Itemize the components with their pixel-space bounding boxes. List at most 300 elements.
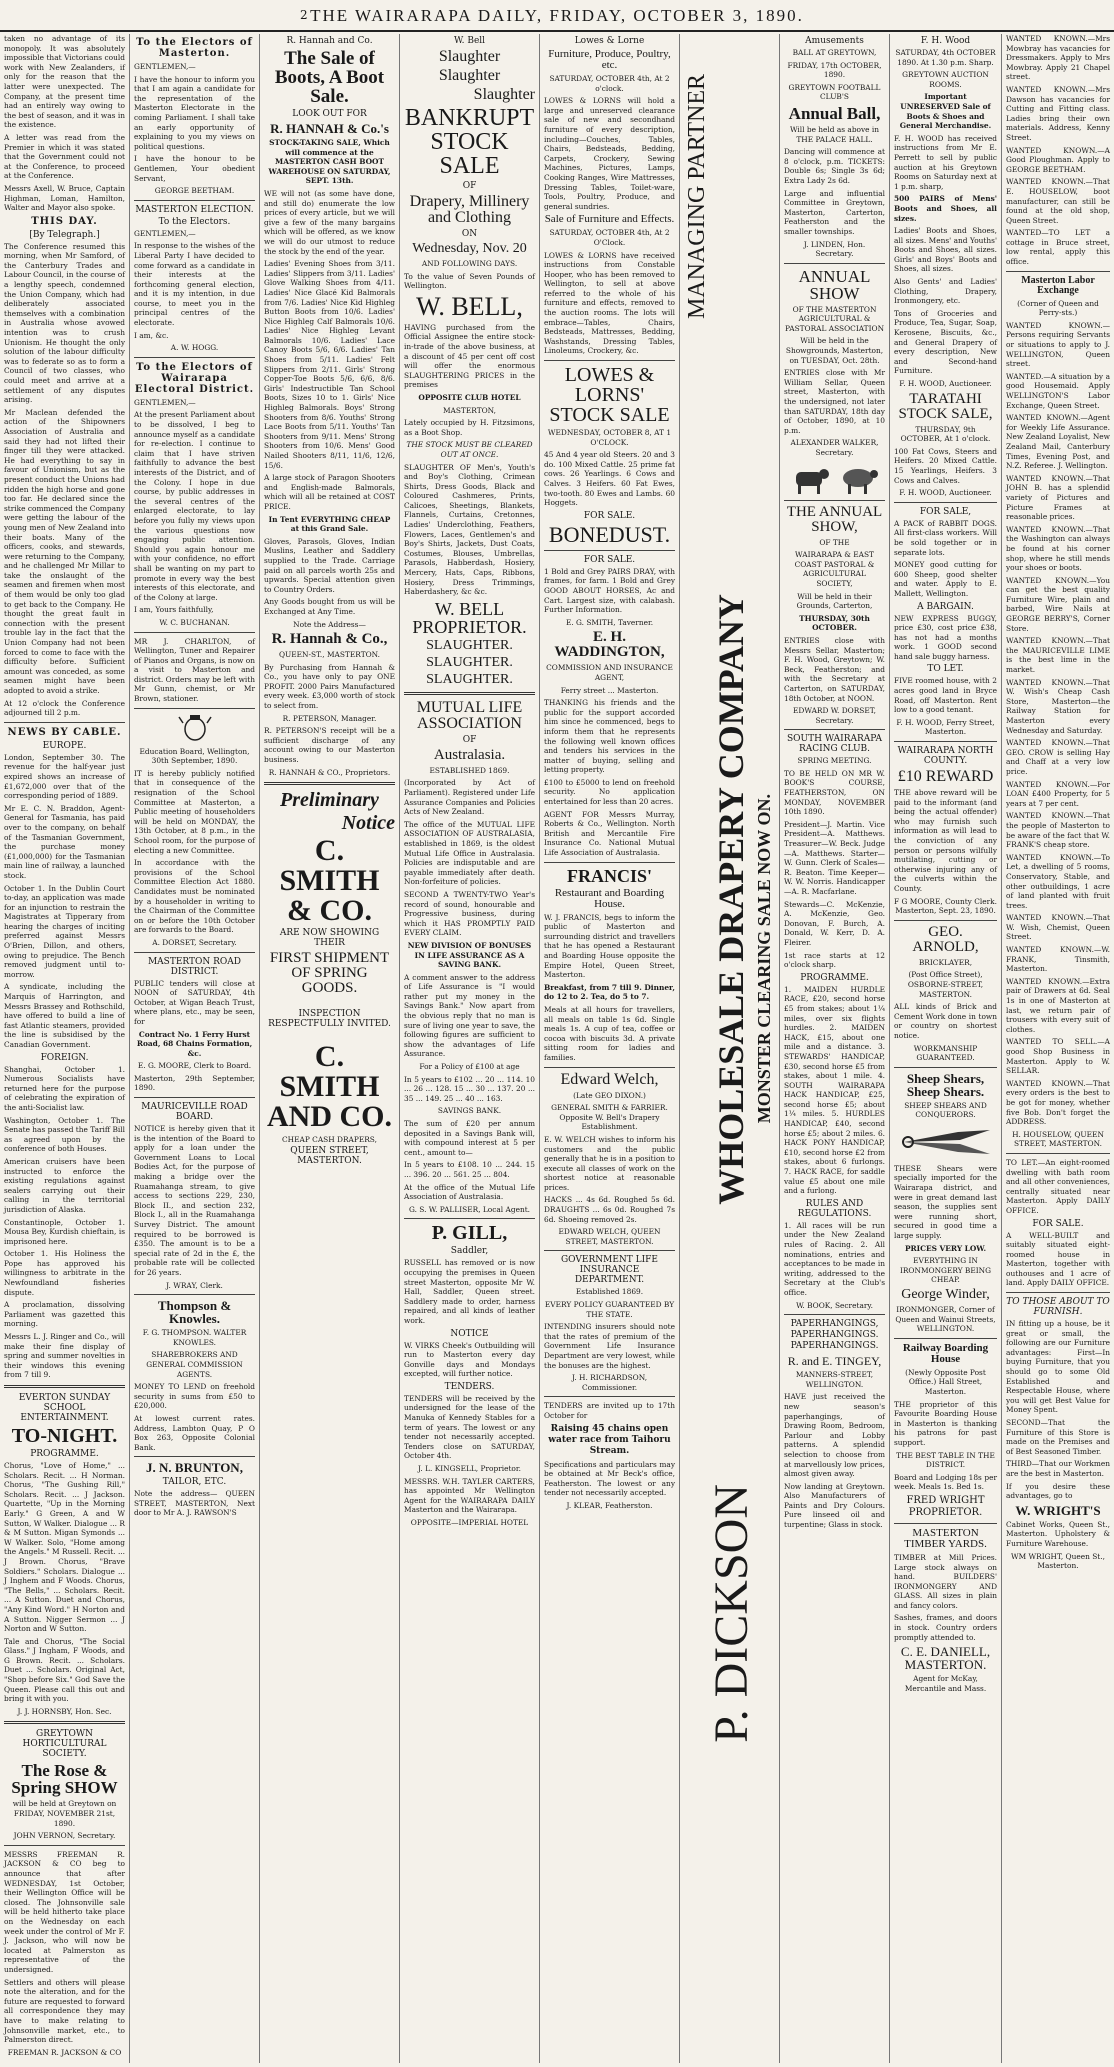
ad-text: ARE NOW SHOWING THEIR: [279, 928, 383, 948]
ad-subheading: RULES AND REGULATIONS.: [797, 1198, 872, 1219]
ad-heading: GREYTOWN HORTICULTURAL SOCIETY.: [22, 1729, 107, 1760]
ad-title: C. SMITH & CO.: [279, 834, 380, 928]
ad-text: The office of the MUTUAL LIFE ASSOCIATION OF AUSTRALASIA, established in 1869, is the oldest Mutual Life Office in Australasia. Policies are indisputable and are payable immediately after death. Non-forfeiture of policies.: [404, 819, 538, 887]
ad-text: Settlers and others will please note the alteration, and for the future are requested to forward all correspondence they may have to make relating to Johnsonville market, etc., to Palmerston direct.: [4, 1977, 128, 2045]
ad-heading: GOVERNMENT LIFE INSURANCE DEPARTMENT.: [560, 1255, 658, 1286]
ad-title: SLAUGHTER.: [426, 637, 513, 653]
salutation: GENTLEMEN,—: [134, 228, 196, 238]
signature: J. L. KINGSELL, Proprietor.: [418, 1464, 521, 1474]
ad-text: THE proprietor of this Favourite Boarding House in Masterton is thanking his patrons for past support.: [894, 1399, 1000, 1447]
article-paragraph: Constantinople, October 1. Mousa Bey, Kurdish chieftain, is imprisoned here.: [4, 1217, 128, 1246]
ad-text: Lately occupied by H. Fitzsimons, as a Boot Shop.: [404, 418, 538, 437]
ad-title: R. and E. TINGEY,: [787, 1354, 882, 1369]
price-list: Ladies' Evening Shoes from 3/11. Ladies' Slippers from 3/11. Ladies' Glove Walking Shoes from 4/11. Ladies' Nice Glacé Kid Balmorals from 7/6. Ladies' Nice Kid Highleg Button Boots from 10/6. Ladies' Nice Highleg Calf Balmorals 10/6. Ladies' Nice Highleg Levant Balmorals 10/6. Ladies' Lace Canoy Boots 5/6, 6/6. Ladies' Tan Shoes from 5/11. Ladies' Felt Slippers from 2/11. Girls' Strong Copper-Toe Boots 5/6, 6/6, 8/6. Girls' Indestructible Tan School Boots, Sizes 10 to 1. Girls' Nice Highleg Balmorals. Boys' Strong Shooters from 8/6. Youths' Strong Lace Boots from 5/11. Youths' Tan Shooters from 9/11. Mens' Strong Shooters from 10/6. Mens' Good Nailed Shooters 8/11, 11/6, 12/6, 15/6.: [264, 259, 398, 470]
signature: G. S. W. PALLISER, Local Agent.: [408, 1204, 531, 1214]
ad-title: C. E. DANIELL, MASTERTON.: [900, 1644, 991, 1673]
classified-ad: WANTED KNOWN.—Extra pair of Drawers at 6d. Seal 1s in one of Masterton at last, we return pair of trousers with every suit of clothes.: [1006, 976, 1113, 1034]
ad-heading: NOTICE: [450, 1328, 489, 1339]
ad-heading: TENDERS.: [444, 1381, 495, 1392]
ad-subheading: OF: [462, 181, 477, 191]
masthead: [0, 4, 1114, 32]
column-header: F. H. Wood: [920, 36, 971, 46]
column-header: Lowes & Lorne: [574, 36, 645, 46]
ad-title: FRANCIS': [566, 865, 652, 886]
ad-text: At the present Parliament about to be dissolved, I beg to announce myself as a candidate for re-election. I continue to claim that I have striven faithfully to advance the best interests of the District, and of the Colony. I hope in due course, by public addresses in the several centres of the enlarged electorate, to lay before you fully my views upon the various questions now engaging public attention. Should you again honour me with your confidence, no effort shall be wanting on my part to promote in every way the best interests of this electorate, and of the Colony at large.: [134, 410, 258, 602]
ad-text: THE STOCK MUST BE CLEARED OUT AT ONCE.: [406, 440, 535, 459]
signature: GEORGE BEETHAM.: [154, 186, 235, 196]
ad-heading: MAURICEVILLE ROAD BOARD.: [141, 1102, 248, 1123]
ad-heading: FOR SALE,: [919, 506, 972, 517]
ad-title: J. N. BRUNTON,: [146, 1460, 243, 1476]
ad-text: OPPOSITE—IMPERIAL HOTEL: [410, 1518, 529, 1527]
classified-ad: A WELL-BUILT and suitably situated eight-roomed house in Masterton, together with outhouses and 1 acre of land. Apply DAILY OFFICE.: [1006, 1230, 1113, 1288]
classified-ad: WANTED KNOWN.—Agent for Weekly Life Assurance. New Zealand Loyalist, New Zealand Mail, Canterbury Times, Evening Post, and N.Z. Referee. J. Wellington.: [1006, 413, 1113, 471]
ad-text: (Post Office Street), OSBORNE-STREET, MASTERTON.: [907, 970, 986, 999]
banner-line: MANAGING PARTNER: [684, 74, 710, 320]
ad-title: Thompson & Knowles.: [157, 1298, 232, 1327]
ad-text: A large stock of Paragon Shooters and English-made Balmorals, which will all be retained at COST PRICE.: [264, 473, 398, 511]
classified-ad: WANTED KNOWN.—That E. HOUSELOW, boot manufacturer, can still be found at the old shop, Queen Street.: [1006, 177, 1113, 225]
classified-ad: WANTED KNOWN.—W. FRANK, Tinsmith, Masterton.: [1006, 945, 1113, 974]
column-8: [1002, 34, 1114, 2063]
subheading: FOREIGN.: [40, 1052, 89, 1063]
ad-text: Contract No. 1 Ferry Hurst Road, 68 Chains Formation, &c.: [136, 1029, 255, 1058]
signature: F. H. WOOD, Ferry Street, Masterton.: [896, 717, 997, 737]
ad-text: F. H. WOOD has received instructions from Mr E. Perrett to sell by public auction at his Greytown Rooms on Saturday next at 1 p.m. sharp,: [894, 133, 1000, 191]
ad-heading: FOR SALE.: [1032, 1218, 1084, 1229]
article-paragraph: A letter was read from the Premier in which it was stated that the Government could not at the Conference, to proceed at the Conference.: [4, 132, 128, 181]
ad-text: W. J. FRANCIS, begs to inform the public of Masterton and surrounding district and travellers that he has opened a Restaurant and Boarding House opposite the Empire Hotel, Queen Street, Masterton.: [544, 912, 678, 980]
signature: EDWARD W. DORSET, Secretary.: [793, 706, 879, 725]
ad-text: Established 1869.: [575, 1287, 644, 1297]
ad-title: Edward Welch,: [560, 1070, 659, 1088]
ad-text: F. G. THOMPSON. WALTER KNOWLES.: [142, 1328, 249, 1347]
ad-heading: EVERTON SUNDAY SCHOOL ENTERTAINMENT.: [18, 1393, 111, 1423]
ad-heading: SOUTH WAIRARAPA RACING CLUB.: [787, 734, 882, 755]
ad-text: TENDERS will be received by the undersigned for the lease of the Manuka of Kennedy Stables for a term of years. The lowest or any tender not necessarily accepted. Tenders close on SATURDAY, October 4th.: [404, 1393, 538, 1461]
ad-title: Slaughter: [438, 67, 501, 84]
ad-title: The Sale of Boots, A Boot Sale.: [274, 48, 385, 107]
ad-heading: TO LET.: [927, 664, 964, 675]
signature: WM WRIGHT, Queen St., Masterton.: [1011, 1551, 1108, 1571]
ad-text: MESSRS FREEMAN R. JACKSON & CO beg to announce that after WEDNESDAY, 1st October, their Wellington Office will be closed. The Johnsonville sale will be held hitherto take place on the Wednesday on each week under the control of Mr F. J. Jackson, who will now be located at Palmerston as representative of the undersigned.: [4, 1849, 128, 1974]
article-paragraph: Mr E. C. N. Braddon, Agent-General for Tasmania, has paid over to the company, on behalf of the Tasmanian Government, the purchase money (£1,000,000) for the Tasmanian main line of railway, a launched stock.: [4, 803, 128, 880]
ad-title: Slaughter: [473, 86, 535, 103]
classified-ad: WANTED KNOWN.—That every orders is the best to be got for money, whether five Bob. Don't forget the ADDRESS.: [1006, 1078, 1113, 1127]
ad-subheading: PROGRAMME.: [30, 1449, 99, 1459]
ad-text: Agent for McKay, Mercantile and Mass.: [904, 1674, 987, 1693]
ad-text: I am, &c.: [134, 330, 169, 340]
ad-text: THURSDAY, 30th OCTOBER.: [799, 613, 873, 633]
stock-list: 100 Fat Cows, Steers and Heifers. 20 Mixed Cattle. 15 Yearlings, Heifers. 3 Cows and Calves.: [894, 446, 1000, 485]
ad-title: C. SMITH AND CO.: [267, 1039, 392, 1133]
ad-text: I am, Yours faithfully,: [134, 605, 214, 615]
column-7: [890, 34, 1002, 2063]
column-6: [780, 34, 890, 2063]
ad-text: RUSSELL has removed or is now occupying the premises in Queen street Masterton, opposite Mr W. Hall, Saddler, Queen street. Saddlery made to order, harness repaired, and all kinds of leather work.: [404, 1258, 538, 1325]
ad-title: SLAUGHTER.: [426, 654, 513, 670]
salutation: GENTLEMEN,—: [134, 397, 196, 407]
ad-text: 500 PAIRS of Mens' Boots and Shoes, all sizes.: [894, 194, 1000, 223]
ad-text: SECOND—That the Furniture of this Store is made on the Premises and of Best Seasoned Timber.: [1006, 1418, 1113, 1456]
ad-text: FRIDAY, 17th OCTOBER, 1890.: [787, 60, 884, 80]
ad-text: Note the Address—: [293, 619, 366, 629]
ad-text: W. VIRKS Cheek's Outbuilding will run to Masterton every day Gonville days and Mondays excepted, will further notice.: [404, 1340, 538, 1379]
ad-text: TENDERS are invited up to 17th October for: [544, 1401, 678, 1420]
signature: FREEMAN R. JACKSON & CO: [7, 2047, 122, 2057]
article-paragraph: London, September 30. The revenue for the half-year just expired shows an increase of £1,672,000 over that of the corresponding period of 1889.: [4, 752, 128, 801]
ad-text: HAVE just received the new season's paperhangings, of Drawing Room, Bedroom, Parlour and Lobby patterns. A splendid selection to choose from at marvellously low prices, almost given away.: [784, 1392, 888, 1479]
byline: [By Telegraph.]: [29, 229, 100, 240]
classified-ad: WANTED KNOWN.—Persons requiring Servants or situations to apply to J. WELLINGTON, Queen street.: [1006, 320, 1113, 369]
signature: F G MOORE, County Clerk. Masterton, Sept. 23, 1890.: [894, 896, 1000, 916]
ad-title: Australasia.: [433, 746, 506, 763]
article-paragraph: Messrs Axell, W. Bruce, Captain Highman, Loman, Hamilton, Walter and Mayor also spoke.: [4, 183, 128, 213]
ad-text: I have the honour to be Gentlemen, Your obedient Servant,: [134, 154, 258, 183]
ad-text: INTENDING insurers should note that the rates of premium of the Government Life Insurance Department are very lowest, while the bonuses are the highest.: [544, 1322, 678, 1370]
article-paragraph: October 1. His Holiness the Pope has approved his willingness to arbitrate in the Newfoundland fisheries dispute.: [4, 1249, 128, 1297]
signature: J. WRAY, Clerk.: [166, 1280, 223, 1290]
ad-title: £10 REWARD: [897, 768, 994, 786]
ad-title: TO-NIGHT.: [11, 1425, 118, 1447]
ad-text: SATURDAY, OCTOBER 4th, At 2 o'clock.: [549, 74, 672, 93]
ad-title: P. GILL,: [431, 1222, 508, 1245]
ad-text: QUEEN STREET, MASTERTON.: [290, 1146, 372, 1166]
ad-text: CHEAP CASH DRAPERS,: [282, 1134, 377, 1144]
classified-ad: WANTED KNOWN.—That W. Wish, Chemist, Queen Street.: [1006, 913, 1113, 942]
ad-text: WE will not (as some have done, and still do) enumerate the low prices of every article, but we will give a few of the many bargains which will be offered, as we know we will do our utmost to reduce the stock by the end of the year.: [264, 188, 398, 256]
column-3: [260, 34, 400, 2063]
ad-subheading: TAILOR, ETC.: [162, 1477, 227, 1488]
ad-text: R. PETERSON'S receipt will be a sufficient discharge of any account owing to our Masterton business.: [264, 726, 398, 765]
table-rows: In 5 years to £102 ... 20 ... 114. 10 ... 26 ... 128. 15 ... 30 ... 137. 20 ... 35 ... 149. 25 ... 40 ... 163.: [404, 1074, 538, 1103]
classified-ad: WANTED KNOWN.—Mrs Dawson has vacancies for Cutting and Fitting class. Ladies bring their own materials. Address, Kenny Street.: [1006, 84, 1113, 142]
ad-text: THE BEST TABLE IN THE DISTRICT.: [896, 1450, 998, 1470]
ad-title: Annual Ball,: [788, 103, 881, 123]
ad-text: MR J. CHARLTON, of Wellington, Tuner and Repairer of Pianos and Organs, is now on a visit to Masterton and district. Orders may be left with Mr Gunn, chemist, or Mr Brown, stationer.: [134, 636, 258, 704]
ad-text: AND FOLLOWING DAYS.: [421, 259, 518, 268]
ad-text: THANKING his friends and the public for the support accorded him since he commenced, begs to inform them that he represents the following well known offices and tenders his services in the matter of buying, selling and letting property.: [544, 698, 678, 775]
ad-text: (Corner of Queen and Perry-sts.): [1017, 298, 1102, 318]
ad-text: EVERY POLICY GUARANTEED BY THE STATE.: [544, 1300, 677, 1319]
ad-text: EVERYTHING IN IRONMONGERY BEING CHEAP.: [899, 1256, 994, 1285]
article-paragraph: American cruisers have been instructed to enforce the existing regulations against sealers carrying out their calling in the territorial jurisdiction of Alaska.: [4, 1156, 128, 1214]
ad-title: Wednesday, Nov. 20: [412, 241, 527, 256]
ad-text: WEDNESDAY, OCTOBER 8, AT 1 O'CLOCK.: [547, 428, 674, 447]
ad-subheading: PROGRAMME.: [800, 972, 869, 983]
ad-heading: To the Electors of Wairarapa Electoral District.: [134, 361, 255, 395]
stock-list: 45 And 4 year old Steers. 20 and 3 do. 100 Mixed Cattle. 25 prime fat cows. 26 Yearlings. 6 Cows and Calves. 3 Heifers. 60 Fat Ewes, two-tooth. 80 Ewes and Lambs. 60 Hoggets.: [544, 450, 678, 508]
article-paragraph: The Conference resumed this morning, when Mr Samford, of the Canterbury Trades and Labour Council, in the course of a lengthy speech, condemned the Union Company, which had deliberately associated themselves with a combination in Australia whose avowed intention was to crush Unionism. He thought the only solution of the labour difficulty was to federate so as to form a Council of two classes, who could meet and arrive at a settlement of any disputes arising.: [4, 241, 128, 405]
ad-text: WAIRARAPA & EAST COAST PASTORAL & AGRICULTURAL SOCIETY,: [794, 550, 877, 588]
ad-text: Education Board, Wellington, 30th September, 1890.: [139, 746, 252, 766]
ad-text: Note the address— QUEEN STREET, MASTERTON, Next door to Mr A. J. RAWSON'S: [134, 1489, 258, 1518]
ad-text: Dancing will commence at 8 o'clock, p.m. TICKETS: Double 6s; Single 3s 6d; Extra Lady 2s 6d.: [784, 147, 888, 185]
article-paragraph: At 12 o'clock the Conference adjourned till 2 p.m.: [4, 698, 128, 718]
ad-text: Cabinet Works, Queen St., Masterton. Upholstery & Furniture Warehouse.: [1006, 1519, 1113, 1548]
article-paragraph: Messrs L. J. Ringer and Co., will make their fine display of spring and summer novelties in their windows this evening from 7 till 9.: [4, 1332, 128, 1380]
ad-title: BONEDUST.: [548, 521, 671, 547]
ad-text: BALL AT GREYTOWN,: [792, 48, 877, 57]
ad-heading: FOR SALE.: [583, 554, 636, 565]
column-1: [0, 34, 130, 2063]
ad-heading: WAIRARAPA NORTH COUNTY.: [897, 746, 994, 767]
ad-text: (Incorporated by Act of Parliament). Registered under Life Assurance Companies and Policies Acts of New Zealand.: [404, 778, 538, 817]
section-heading: THIS DAY.: [31, 215, 98, 227]
ad-heading: MASTERTON ELECTION.: [135, 204, 254, 215]
ad-text: OF THE MASTERTON AGRICULTURAL & PASTORAL ASSOCIATION: [784, 304, 885, 333]
ad-title: Sale of Furniture and Effects.: [544, 213, 675, 226]
ad-text: ENTRIES close with Messrs Sellar, Masterton; F. H. Wood, Greytown; W. Beck, Featherston; and with the Secretary at Carterton, on SATURDAY, 18th October, at NOON.: [784, 635, 888, 703]
ad-title: Sheep Shears, Sheep Shears.: [906, 1070, 985, 1099]
ad-text: FIVE roomed house, with 2 acres good land in Bryce Road, off Masterton. Rent low to a good tenant.: [894, 676, 1000, 715]
classified-ad: WANTED KNOWN.—That W. Wish's Cheap Cash Store, Masterton—the Railway Station for Masterton every Wednesday and Saturday.: [1006, 677, 1113, 735]
ad-title: Notice: [341, 812, 395, 835]
signature: J. KLEAR, Featherston.: [566, 1500, 653, 1510]
ad-text: BRICKLAYER,: [918, 957, 973, 967]
signature: ALEXANDER WALKER, Secretary.: [790, 438, 881, 457]
ad-text: MESSRS. W.H. TAYLER CARTERS, has appointed Mr Wellington Agent for the WAIRARAPA DAILY Masterton and the Wairarapa.: [404, 1476, 538, 1515]
ad-text: IT is hereby publicly notified that in consequence of the resignation of the School Committee at Masterton, a Public meeting of householders will be held on MONDAY, the 13th October, at 8 p.m., in the School room, for the purpose of electing a new Committee.: [134, 768, 258, 855]
ad-subheading: ON: [461, 229, 478, 239]
section-heading: NEWS BY CABLE.: [7, 726, 122, 738]
column-header: R. Hannah and Co.: [286, 36, 373, 46]
signature: H. HOUSELOW, QUEEN STREET, MASTERTON.: [1012, 1129, 1107, 1149]
ad-text: WORKMANSHIP GUARANTEED.: [913, 1043, 980, 1063]
ad-text: will be held at Greytown on FRIDAY, NOVEMBER 21st, 1890.: [12, 1799, 119, 1828]
ad-text: In accordance with the provisions of the School Committee Election Act 1880. Candidates must be nominated by a householder in writing to the Chairman of the Committee on or before the 10th October are forwards to the Board.: [134, 858, 258, 935]
ad-subheading: OF: [462, 734, 477, 745]
ad-text: Gloves, Parasols, Gloves, Indian Muslins, Leather and Saddlery supplied to the Trade. Carriage paid on all parcels worth 25s and upwards. Special attention given to Country Orders.: [264, 536, 398, 594]
banner-line: MONSTER CLEARING SALE NOW ON.: [754, 794, 774, 1124]
ad-text: ESTABLISHED 1869.: [429, 765, 510, 775]
race-list: 1. MAIDEN HURDLE RACE, £20, second horse £5 from stakes; about 1¼ miles, over six flights hurdles. 2. MAIDEN HACK, £15, about one mile and a distance. 3. STEWARDS' HANDICAP, £30, second horse £5 from stakes, about 1 mile. 4. SOUTH WAIRARAPA HACK HANDICAP, £25, second horse £5; about 1¼ miles. 5. HURDLES HANDICAP, £40, second horse £5; about 2 miles. 6. HACK PONY HANDICAP, £10, second horse £2 from stakes, about 6 furlongs. 7. HACK RACE, for saddle value £5 about one mile and a furlong.: [784, 984, 888, 1196]
ad-text: QUEEN-ST., MASTERTON.: [278, 650, 381, 660]
ad-text: Ferry street ... Masterton.: [560, 685, 659, 695]
ad-text: Breakfast, from 7 till 9. Dinner, do 12 to 2. Tea, do 5 to 7.: [544, 982, 678, 1002]
ad-text: Meals at all hours for travellers, all meals on table 1s 6d. Single meals 1s. A cup of tea, coffee or cocoa with biscuits 3d. A private sitting room for ladies and families.: [544, 1004, 678, 1062]
ad-title: FIRST SHIPMENT OF SPRING GOODS.: [269, 950, 390, 997]
article-paragraph: Mr Maclean defended the action of the Shipowners Association of Australia and said they had not lifted their finger till they were attacked. He had everything to say in favour of Unionism, but as the present conduct the Unions had ridden the high horse and gone too far. He declared since the strike commenced the Company were getting the labour of the young men of New Zealand into their boats. Many of the officers, cooks, and stewards, were returning to the Company, and he challenged Mr Millar to take the onslaught of the seamen and firemen when most of them would be only too glad to get back to the Company. He thought the great fault in connection with the present trouble lay in the fact that the Union Company had not been forced to come to face with the difficulty before. Sufficient amount was conceded, as some seamen might have been adopted to avoid a strike.: [4, 407, 128, 695]
ad-text: 1st race starts at 12 o'clock sharp.: [784, 950, 888, 970]
classified-ad: WANTED KNOWN.—That the people of Masterton to be aware of the fact that W. FRANK'S cheap store.: [1006, 811, 1113, 850]
ad-text: MONEY TO LEND on freehold security in sums from £50 to £20,000.: [134, 1382, 258, 1411]
ad-title: R. HANNAH & Co.'s: [270, 121, 389, 136]
signature: W. BOOK, Secretary.: [796, 1300, 873, 1310]
ad-text: IN fitting up a house, be it great or small, the following are our Furniture advantages: First—In buying Furniture, that you should go to some Old Established and Respectable House, where you will get Best Value for Money Spent.: [1006, 1319, 1113, 1415]
signature: E. G. MOORE, Clerk to Board.: [137, 1061, 252, 1071]
ad-text: Tons of Groceries and Produce, Tea, Sugar, Soap, Kerosene, Biscuits, &c., and General Drapery of every description, New and Second-hand Furniture.: [894, 308, 1000, 376]
table-heading: For a Policy of £100 at age: [419, 1062, 520, 1072]
ad-text: Specifications and particulars may be obtained at Mr Beck's office, Featherston. The lowest or any tender not necessarily accepted.: [544, 1459, 678, 1498]
ad-text: THESE Shears were specially imported for the Wairarapa district, and were in great demand last season, the supplies sent were running short, secured in good time a large supply.: [894, 1163, 1000, 1241]
ad-text: GREYTOWN FOOTBALL CLUB'S: [788, 82, 883, 102]
ad-text: Important UNRESERVED Sale of Boots & Shoes and General Merchandise.: [899, 92, 994, 131]
royal-crest-icon: [177, 713, 213, 743]
newspaper-title: THE WAIRARAPA DAILY, FRIDAY, OCTOBER 3, 1890.: [310, 6, 804, 25]
classified-ad: WANTED KNOWN.—For LOAN £400 Property, for 5 years at 7 per cent.: [1006, 779, 1113, 808]
ad-title: Railway Boarding House: [902, 1341, 989, 1365]
ad-text: Now landing at Greytown. Also Manufacturers of Paints and Dry Colours. Pure linseed oil and turpentine; Glass in stock.: [784, 1481, 888, 1530]
ad-title: W. WRIGHT'S: [1015, 1502, 1101, 1518]
banner-line: WHOLESALE DRAPERY COMPANY: [711, 594, 751, 1205]
ad-text: Will be held in their Grounds, Carterton,: [796, 591, 875, 611]
ad-title: BANKRUPT STOCK SALE: [404, 105, 535, 179]
column-header: W. Bell: [453, 36, 486, 46]
ad-title: THE ANNUAL SHOW,: [786, 503, 883, 535]
salutation: GENTLEMEN,—: [134, 62, 196, 71]
ad-text: Raising 45 chains open water race from Taihoru Stream.: [548, 1423, 674, 1456]
article-paragraph: Shanghai, October 1. Numerous Socialists have returned here for the purpose of celebrating the expiration of the anti-Socialist law.: [4, 1064, 128, 1112]
ad-text: Will be held as above in THE PALACE HALL.: [789, 124, 882, 144]
signature: J. J. HORNSBY, Hon. Sec.: [17, 1706, 112, 1716]
ad-text: INSPECTION RESPECTFULLY INVITED.: [268, 1009, 391, 1029]
ad-text: Masterton, 29th September, 1890.: [134, 1073, 258, 1093]
column-header: Amusements: [805, 36, 864, 46]
ad-text: In Tent EVERYTHING CHEAP at this Grand Sale.: [268, 514, 393, 534]
ad-text: SATURDAY, OCTOBER 4th, At 2 O'Clock.: [549, 228, 672, 247]
ad-text: OPPOSITE CLUB HOTEL: [418, 392, 521, 402]
ad-title: FRED WRIGHT PROPRIETOR.: [906, 1494, 988, 1518]
article-paragraph: October 1. In the Dublin Court to-day, an application was made for an injunction to restrain the Magistrates at Tipperary from hearing the charges of inciting preferred against Messrs O'Brien, Dillon, and others, owing to prejudice. The Bench removed judgment until to-morrow.: [4, 883, 128, 979]
ad-title: R. Hannah & Co.,: [271, 631, 388, 648]
ad-text: (Late GEO DIXON.): [573, 1090, 646, 1100]
signature: R. PETERSON, Manager.: [282, 713, 377, 723]
ad-title: GEO. ARNOLD,: [912, 923, 979, 955]
ad-text: LOWES & LORNS will hold a large and unreserved clearance sale of new and secondhand furniture of every description, including—Couches, Tables, Chairs, Bedsteads, Bedding, Carpets, Crockery, Sewing Machines, Pictures, Lamps, Cooking Ranges, Wire Mattresses, Dressing Tables, Toilet-ware, Tools, Poultry, Produce, and general sundries.: [544, 96, 678, 211]
signature: A. DORSET, Secretary.: [152, 937, 237, 947]
ad-heading: MASTERTON ROAD DISTRICT.: [147, 956, 242, 977]
programme-list: Tale and Chorus, "The Social Glass." J Ingham, F Woods, and G Brown. Recit. ... Scholars. Duet ... Scholars. Original Act, "Shop before Six." God Save the Queen. Please call this out and bring it with you.: [4, 1636, 128, 1704]
ad-subheading: LOOK OUT FOR: [292, 109, 367, 119]
classified-ad: WANTED KNOWN.—That the MAURICEVILLE LIME is the best lime in the market.: [1006, 636, 1113, 675]
ad-text: MONEY good cutting for 600 Sheep, good shelter and water. Apply to E. Mallett, Wellington.: [894, 560, 1000, 598]
ad-text: GENERAL SMITH & FARRIER. Opposite W. Bell's Drapery Establishment.: [551, 1103, 671, 1132]
ad-heading: TO THOSE ABOUT TO FURNISH.: [1006, 1297, 1110, 1318]
ad-text: At the office of the Mutual Life Association of Australasia.: [404, 1182, 538, 1202]
ad-text: A PACK of RABBIT DOGS. All first-class workers. Will be sold together or in separate lots.: [894, 518, 1000, 557]
ad-text: THE above reward will be paid to the informant (and being the actual offender) who may furnish such information as will lead to the conviction of any person or persons wilfully mutilating, cutting or otherwise injuring any of the culverts within the County.: [894, 788, 1000, 893]
article-paragraph: A proclamation, dissolving Parliament was gazetted this morning.: [4, 1300, 128, 1329]
ad-subheading: To the Electors.: [158, 216, 231, 227]
programme-list: Chorus, "Love of Home," ... Scholars. Recit. ... H Norman. Chorus, "The Gushing Rill," Scholars. Recit. ... J Jackson. Quartette, "Up in the Morning Early." G Green, A and W Sutton, W Walker. Dialogue ... R & M Sutton. Migan Symonds ... W Walker. Solo, "Home among the Angels." M Russell. Recit. ... J Brown. Chorus, "Brave Soldiers." Scholars. Dialogue ... J Inghem and F Woods. Chorus, "The Bells," ... Scholars. Recit. ... A Sutton. Duet and Chorus, "Any Kind Word." H Norton and A Sutton. Nigger Sermon ... J Norton and W Sutton.: [4, 1461, 128, 1634]
ad-text: SPRING MEETING.: [797, 756, 872, 766]
ad-text: AGENT FOR Messrs Murray, Roberts & Co., Wellington. North British and Mercantile Fire Insurance Co. National Mutual Life Association of Australasia.: [544, 809, 678, 858]
ad-title: Drapery, Millinery and Clothing: [409, 193, 530, 226]
ad-text: At lowest current rates. Address, Lambton Quay, P O Box 263, Opposite Colonial Bank.: [134, 1413, 258, 1452]
ad-text: SATURDAY, 4th OCTOBER 1890. At 1.30 p.m. Sharp.: [895, 48, 998, 67]
article-paragraph: A syndicate, including the Marquis of Harrington, and Messrs Brassey and Rothschild, have offered to build a line of fast Atlantic steamers, provided the line is subsidised by the Canadian Government.: [4, 982, 128, 1049]
ad-text: Large and influential Committee in Greytown, Masterton, Carterton, Featherston and the smaller townships.: [784, 188, 888, 236]
ad-text: ENTRIES close with Mr William Sellar, Queen street, Masterton, with the undersigned, not later than SATURDAY, 18th day of October, 1890, at 10 p.m.: [784, 368, 888, 435]
ad-text: President—J. Martin. Vice President—A. Matthews. Treasurer—W. Beck. Judge—A. Matthews. Starter—W. Gunn. Clerk of Scales—R. Beaton. Time Keeper—W. W. Norris. Handicapper—A. R. Macfarlane.: [784, 819, 888, 896]
ad-title: Masterton Labor Exchange: [1021, 274, 1095, 296]
ad-title: Furniture, Produce, Poultry, etc.: [548, 48, 671, 71]
subheading: EUROPE.: [42, 740, 87, 751]
ad-text: By Purchasing from Hannah & Co., you have only to pay ONE PROFIT. 2000 Pairs Manufactured every week. £3,000 worth of stock to select from.: [264, 662, 398, 711]
column-2: [130, 34, 260, 2063]
ad-text: (Newly Opposite Post Office.) Hall Street, Masterton.: [905, 1367, 989, 1396]
ad-text: Also Gents' and Ladies' Clothing, Drapery, Ironmongery, etc.: [894, 277, 1000, 306]
classified-ad: WANTED KNOWN.—That the Washington can always be found at his corner shop, where he still mends your shoes or boots.: [1006, 524, 1113, 573]
table-heading: SAVINGS BANK.: [437, 1106, 502, 1116]
ad-title: ANNUAL SHOW: [798, 266, 871, 303]
ad-text: Will be held in the Showgrounds, Masterton, on TUESDAY, Oct. 28th.: [785, 336, 886, 365]
ad-text: GREYTOWN AUCTION ROOMS.: [902, 70, 992, 89]
ad-text: SHEEP SHEARS AND CONQUERORS.: [904, 1100, 990, 1120]
signature: F. H. WOOD, Auctioneer.: [899, 488, 992, 498]
classified-ad: WANTED—TO LET a cottage in Bruce street, low rental, apply this office.: [1006, 228, 1113, 267]
ad-text: HAVING purchased from the Official Assignee the entire stock-in-trade of the above business, at a discount of 45 per cent off cost will offer the enormous SLAUGHTERING PRICES in the premises: [404, 322, 538, 390]
ad-text: TIMBER at Mill Prices. Large stock always on hand. BUILDERS' IRONMONGERY AND GLASS. All sizes in plain and fancy colors.: [894, 1552, 1000, 1610]
ad-text: To the value of Seven Pounds of Wellington.: [404, 271, 538, 291]
vertical-banner: [680, 34, 780, 2063]
ad-heading: To the Electors of Masterton.: [136, 37, 253, 59]
ad-text: A comment answer to the address of Life Assurance is "I would rather put my money in the Savings Bank." Now apart from the obvious reply that no man is sure of living one year to save, the following figures are sufficient to show the advantages of Life Assurance.: [404, 972, 538, 1059]
ad-text: SLAUGHTER OF Men's, Youth's and Boy's Clothing, Crimean Shirts, Dress Goods, Black and Coloured Cashmeres, Prints, Calicoes, Sheetings, Blankets, Flannels, Curtains, Cretonnes, Ladies' Underclothing, Feathers, Flowers, Laces, Gentlemen's and Boy's Shirts, Jackets, Dust Coats, Costumes, Blouses, Umbrellas, Parasols, Habberdash, Hosiery, Mercery, Hats, Caps, Ribbons, Hosiery, Dress Trimmings, Haberdashery, &c &c.: [404, 462, 538, 597]
column-4: [400, 34, 540, 2063]
ad-text: MASTERTON,: [442, 405, 497, 415]
signature: E. G. SMITH, Taverner.: [565, 617, 654, 627]
ad-text: IRONMONGER, Corner of Queen and Wainui Streets, WELLINGTON.: [895, 1305, 999, 1334]
ad-text: PRICES VERY LOW.: [904, 1243, 987, 1253]
ad-heading: FOR SALE.: [583, 510, 636, 521]
signature: W. C. BUCHANAN.: [159, 617, 230, 627]
ad-text: Board and Lodging 18s per week. Meals 1s. Bed 1s.: [894, 1472, 1000, 1492]
ad-title: PAPERHANGINGS, PAPERHANGINGS. PAPERHANGINGS.: [790, 1319, 882, 1352]
ad-title: E. H. WADDINGTON,: [554, 629, 665, 661]
ad-text: 1 Bold and Grey PAIRS DRAY, with frames, for farm. 1 Bold and Grey GOOD ABOUT HORSES, Ac and Cart. Largest size, with calabash. Further Information.: [544, 566, 678, 615]
sheep-shears-illustration: [898, 1124, 994, 1160]
ad-title: Preliminary: [280, 789, 379, 812]
signature: J. LINDEN, Hon. Secretary.: [803, 239, 868, 259]
ad-text: I have the honour to inform you that I am again a candidate for the representation of the Masterton Electorate in the coming Parliament. I shall take an early opportunity of explaining to you my views on political questions.: [134, 74, 258, 151]
ad-title: The Rose & Spring SHOW: [11, 1761, 118, 1798]
ad-text: ALL kinds of Brick and Cement Work done in town or country on shortest notice.: [894, 1002, 1000, 1040]
ad-text: STOCK-TAKING SALE, Which will commence at the MASTERTON CASH BOOT WAREHOUSE ON SATURDAY, SEPT. 13th.: [268, 138, 394, 186]
classified-ad: WANTED KNOWN.—You can get the best quality Furniture Wire, plain and barbed, Wire Nails at GEORGE BERRY'S, Corner Store.: [1006, 575, 1113, 633]
ad-text: NEW EXPRESS BUGGY, price £30, cost price £38, has not had a months work. 1 GOOD second hand sale buggy harness.: [894, 613, 1000, 661]
ad-title: TARATAHI STOCK SALE,: [898, 390, 993, 422]
ad-text: TO BE HELD ON MR W. BOOK'S COURSE, FEATHERSTON, ON MONDAY, NOVEMBER 10th 1890.: [784, 768, 888, 817]
ad-text: NOTICE is hereby given that it is the intention of the Board to apply for a loan under the Government Loans to Local Bodies Act, for the purpose of making a bridge over the Ruamahanga stream, to give access to sections 229, 230, Block II., and section 232, Block I., all in the Ruamahanga Survey District. The amount required to be borrowed is £350. The amount is to be a special rate of 2d in the £, the probable rate will be collected for 26 years.: [134, 1124, 258, 1277]
article-paragraph: taken no advantage of its monopoly. It was absolutely impossible that Victorians could work with New Zealanders, if only for the reason that the latter were unexpected. The Company, at the present time had an entirely way owing to the best of season, and it was in the existence.: [4, 34, 128, 130]
banner-line: P. DICKSON: [705, 1484, 758, 1743]
ad-text: The sum of £20 per annum deposited in a Savings Bank will, with compound interest at 5 per cent., amount to—: [404, 1119, 538, 1157]
price-list: HACKS ... 4s 6d. Roughed 5s 6d. DRAUGHTS ... 6s 0d. Roughed 7s 6d. Shoeing removed 2s.: [544, 1195, 678, 1224]
ad-text: SHAREBROKERS AND GENERAL COMMISSION AGENTS.: [146, 1350, 246, 1379]
ad-text: Stewards—C. McKenzie, A. McKenzie, Geo. Donovan, F. Burch, A. Donald, W. Kerr, D. A. Fleirer.: [784, 899, 888, 947]
ad-subheading: Saddler,: [450, 1246, 489, 1257]
ad-text: Any Goods bought from us will be Exchanged at Any Time.: [264, 597, 398, 616]
page-number: 2: [300, 8, 308, 22]
classified-ad: WANTED KNOWN.—That JOHN B. has a splendid variety of Pictures and Picture Frames at reasonable prices.: [1006, 473, 1113, 522]
classified-ad: WANTED KNOWN.—That GEO. CROW is selling Hay and Chaff at a very low price.: [1006, 738, 1113, 776]
signature: EDWARD WELCH, QUEEN STREET, MASTERTON.: [558, 1227, 663, 1246]
ad-text: In response to the wishes of the Liberal Party I have decided to come forward as a candidate in their interests at the forthcoming general election, and it is my intention, in due course, to meet you in the principal centres of the electorate.: [134, 241, 258, 328]
ad-title: W. BELL,: [416, 291, 523, 321]
ad-title: SLAUGHTER.: [426, 671, 513, 687]
classified-ad: WANTED KNOWN.—A Good Ploughman. Apply to GEORGE BEETHAM.: [1006, 145, 1113, 174]
classified-ad: WANTED TO SELL.—A good Shop Business in Masterton. Apply to W. SELLAR.: [1006, 1037, 1113, 1076]
table-rows: In 5 years to £108. 10 ... 244. 15 ... 396. 20 ... 561. 25 ... 804.: [404, 1160, 538, 1179]
ad-text: NEW DIVISION OF BONUSES IN LIFE ASSURANCE AS A SAVING BANK.: [407, 940, 534, 970]
ad-title: LOWES & LORNS' STOCK SALE: [549, 364, 670, 427]
signature: F. H. WOOD, Auctioneer.: [899, 379, 992, 388]
ad-title: Slaughter: [438, 48, 501, 65]
ad-title: Restaurant and Boarding House.: [554, 886, 665, 910]
classified-ad: WANTED KNOWN.—Mrs Mowbray has vacancies for Dressmakers. Apply to Mrs Mowbray. Apply 21 Chapel street.: [1006, 34, 1113, 82]
